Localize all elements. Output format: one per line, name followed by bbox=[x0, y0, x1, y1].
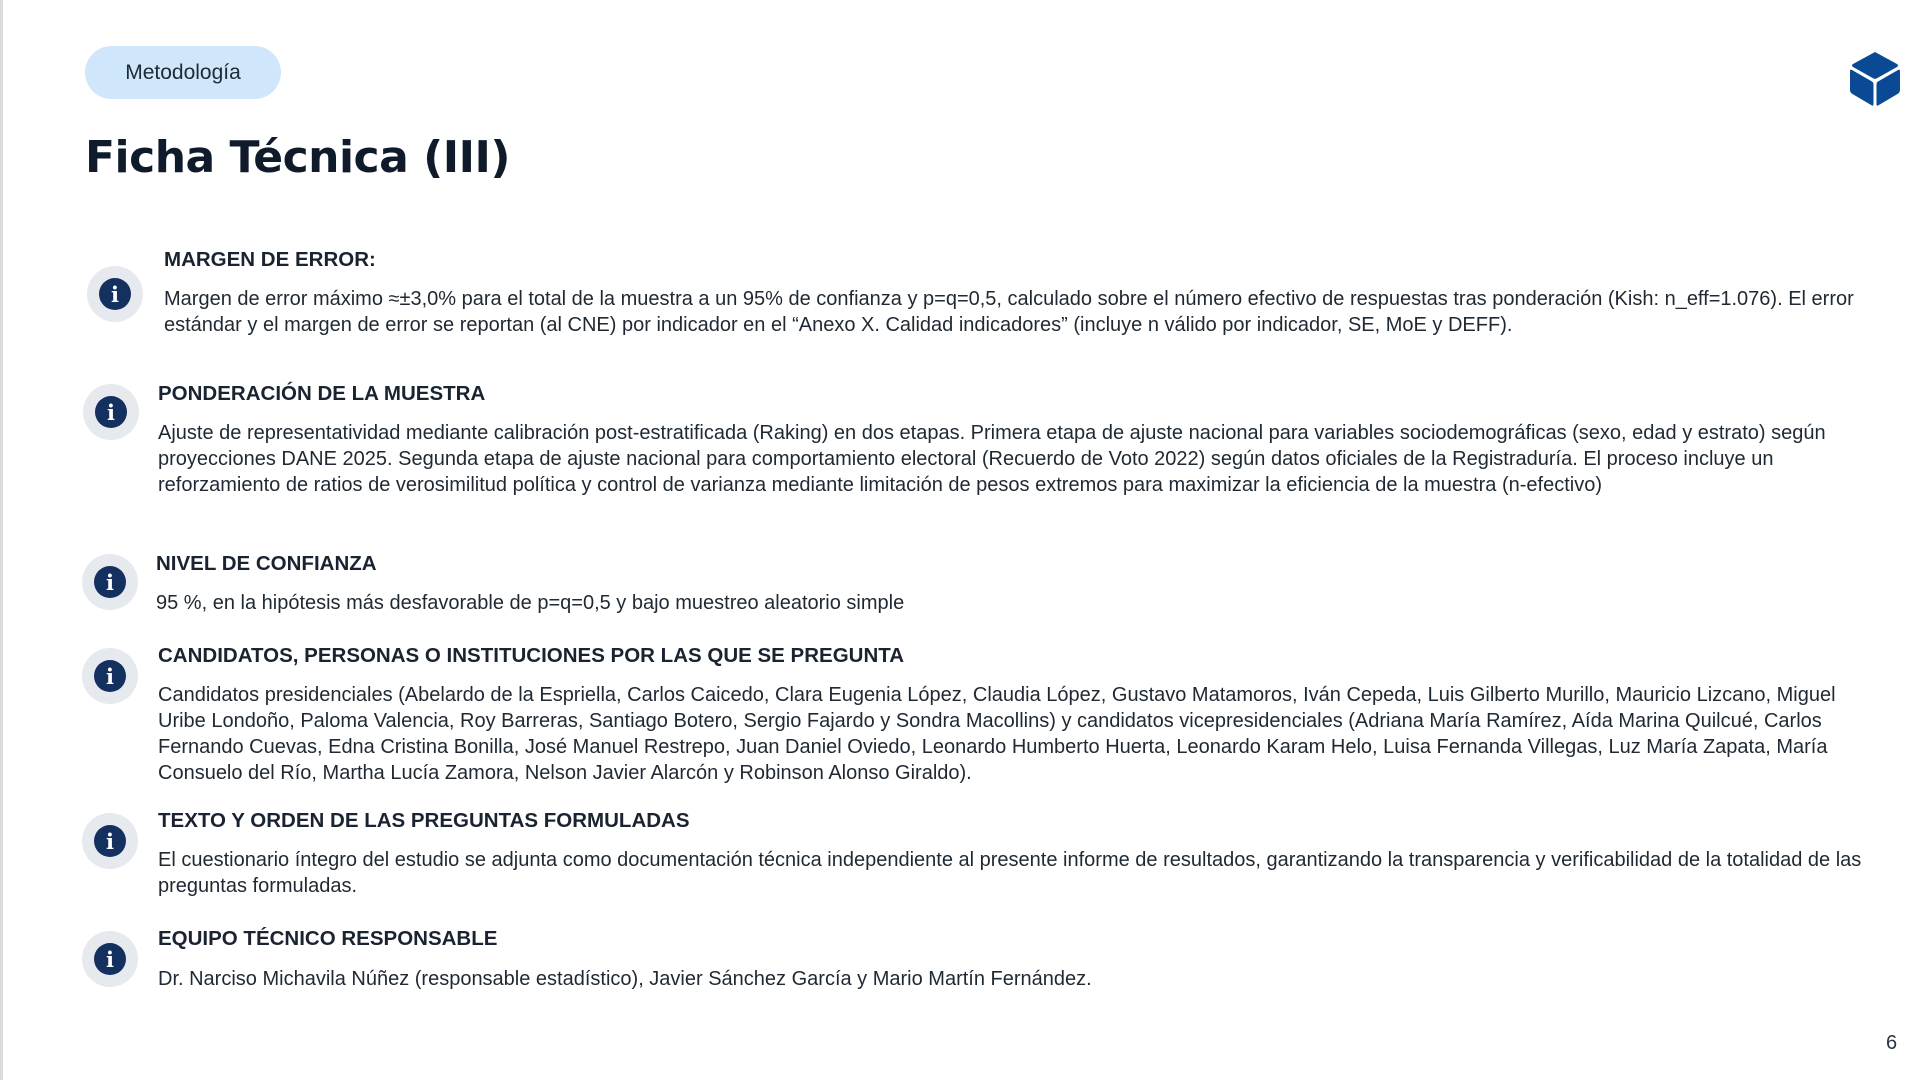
section-body: Candidatos presidenciales (Abelardo de la Espriella, Carlos Caicedo, Clara Eugenia López, Claudia López, Gustavo Matamoros, Iván Cepeda, Luis Gilberto Murillo, Mauricio Lizcano, Miguel Uribe Londoño, Paloma Valencia, Roy Barreras, Santiago Botero, Sergio Fajardo y Sondra Macollins) y candidatos vicepresidenciales (Adriana María Ramírez, Aída Marina Quilcué, Carlos Fernando Cuevas, Edna Cristina Bonilla, José Manuel Restrepo, Juan Daniel Oviedo, Leonardo Humberto Huerta, Leonardo Karam Helo, Luisa Fernanda Villegas, Luz María Zapata, María Consuelo del Río, Martha Lucía Zamora, Nelson Javier Alarcón y Robinson Alonso Giraldo). bbox=[158, 684, 1836, 784]
section-heading: EQUIPO TÉCNICO RESPONSABLE bbox=[158, 927, 498, 950]
section-body: 95 %, en la hipótesis más desfavorable de p=q=0,5 y bajo muestreo aleatorio simple bbox=[156, 592, 905, 614]
page-title: Ficha Técnica (III) bbox=[85, 132, 510, 183]
info-icon: i bbox=[87, 266, 143, 322]
cube-icon bbox=[1847, 50, 1903, 108]
section-body: Dr. Narciso Michavila Núñez (responsable estadístico), Javier Sánchez García y Mario Martín Fernández. bbox=[158, 968, 1092, 990]
section-heading: MARGEN DE ERROR: bbox=[164, 248, 376, 271]
section-tag bbox=[85, 46, 281, 99]
info-icon: i bbox=[82, 931, 138, 987]
section-tag-label: Metodología bbox=[125, 60, 241, 84]
info-icon: i bbox=[82, 648, 138, 704]
section-heading: TEXTO Y ORDEN DE LAS PREGUNTAS FORMULADAS bbox=[158, 809, 690, 832]
section-body: Margen de error máximo ≈±3,0% para el total de la muestra a un 95% de confianza y p=q=0,5, calculado sobre el número efectivo de respuestas tras ponderación (Kish: n_eff=1.076). El error estándar y el margen de error se reportan (al CNE) por indicador en el “Anexo X. Calidad indicadores” (incluye n válido por indicador, SE, MoE y DEFF). bbox=[164, 288, 1854, 336]
info-icon: i bbox=[82, 813, 138, 869]
info-icon: i bbox=[83, 384, 139, 440]
slide-left-border bbox=[0, 0, 3, 1080]
page-number: 6 bbox=[1886, 1032, 1898, 1054]
section-heading: NIVEL DE CONFIANZA bbox=[156, 552, 377, 575]
section-body: El cuestionario íntegro del estudio se adjunta como documentación técnica independiente al presente informe de resultados, garantizando la transparencia y verificabilidad de la totalidad de las preguntas formuladas. bbox=[158, 849, 1862, 897]
section-heading: PONDERACIÓN DE LA MUESTRA bbox=[158, 382, 486, 405]
info-icon: i bbox=[82, 554, 138, 610]
section-heading: CANDIDATOS, PERSONAS O INSTITUCIONES POR LAS QUE SE PREGUNTA bbox=[158, 644, 905, 667]
section-body: Ajuste de representatividad mediante calibración post-estratificada (Raking) en dos etapas. Primera etapa de ajuste nacional para variables sociodemográficas (sexo, edad y estrato) según proyecciones DANE 2025. Segunda etapa de ajuste nacional para comportamiento electoral (Recuerdo de Voto 2022) según datos oficiales de la Registraduría. El proceso incluye un reforzamiento de ratios de verosimilitud política y control de varianza mediante limitación de pesos extremos para maximizar la eficiencia de la muestra (n-efectivo) bbox=[158, 422, 1826, 496]
